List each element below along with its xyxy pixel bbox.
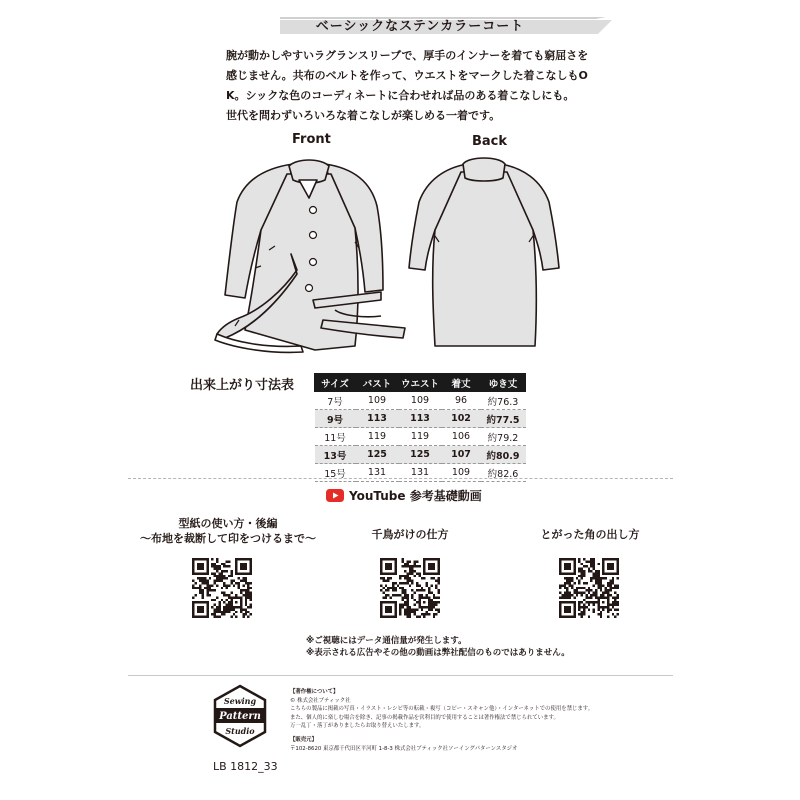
table-cell: 106 bbox=[442, 428, 481, 446]
footer-divider bbox=[128, 675, 673, 676]
publisher-address: 〒102-8620 東京都千代田区平河町 1-8-3 株式会社ブティック社ソーイングパターンスタジオ bbox=[290, 745, 518, 752]
video-title-line: 千鳥がけの仕方 bbox=[371, 528, 449, 541]
table-cell: 約82.6 bbox=[481, 464, 526, 482]
front-label: Front bbox=[292, 132, 331, 147]
video-title-line: 〜布地を裁断して印をつけるまで〜 bbox=[140, 532, 316, 545]
product-code: LB 1812_33 bbox=[213, 760, 278, 773]
video-title bbox=[128, 516, 328, 546]
note-line: ※ご視聴にはデータ通信量が発生します。 bbox=[306, 636, 467, 646]
size-table-title: 出来上がり寸法表 bbox=[190, 378, 295, 393]
qr-code[interactable] bbox=[559, 558, 619, 618]
table-cell: 11号 bbox=[315, 428, 356, 446]
note-line: ※表示される広告やその他の動画は弊社配信のものではありません。 bbox=[306, 648, 570, 658]
table-cell: 109 bbox=[442, 464, 481, 482]
legal-line: こちらの製品に掲載の写真・イラスト・レシピ等の転載・複写（コピー・スキャン他）・インターネットでの使用を禁じます。 bbox=[290, 706, 594, 713]
description-line: 腕が動かしやすいラグランスリーブで、厚手のインナーを着ても窮屈さを bbox=[226, 49, 589, 62]
table-cell: 131 bbox=[399, 464, 442, 482]
video-title-line: 型紙の使い方・後編 bbox=[178, 517, 278, 530]
table-cell: 102 bbox=[442, 410, 481, 428]
table-cell: 113 bbox=[399, 410, 442, 428]
table-cell: 107 bbox=[442, 446, 481, 464]
table-cell: 15号 bbox=[315, 464, 356, 482]
table-row bbox=[315, 392, 526, 410]
copyright-owner: © 株式会社ブティック社 bbox=[290, 697, 351, 704]
column-header: ウエスト bbox=[399, 374, 442, 392]
back-label: Back bbox=[472, 134, 508, 149]
table-cell: 109 bbox=[399, 392, 442, 410]
table-cell: 131 bbox=[356, 464, 399, 482]
table-cell: 約80.9 bbox=[481, 446, 526, 464]
size-table bbox=[314, 373, 526, 482]
table-cell: 約79.2 bbox=[481, 428, 526, 446]
coat-back-illustration bbox=[405, 150, 565, 360]
table-cell: 約76.3 bbox=[481, 392, 526, 410]
table-cell: 125 bbox=[356, 446, 399, 464]
logo-text: Sewing bbox=[223, 696, 257, 706]
table-cell: 119 bbox=[399, 428, 442, 446]
youtube-heading bbox=[326, 486, 482, 504]
title-banner bbox=[280, 14, 612, 38]
description-line: 感じません。共布のベルトを作って、ウエストをマークした着こなしもO bbox=[226, 69, 588, 82]
viewing-notes bbox=[306, 635, 570, 659]
column-header: 着丈 bbox=[442, 374, 481, 392]
column-header: サイズ bbox=[315, 374, 356, 392]
logo-text: Studio bbox=[225, 726, 255, 736]
logo-text: Pattern bbox=[219, 711, 261, 722]
coat-front-illustration bbox=[205, 150, 415, 360]
table-cell: 113 bbox=[356, 410, 399, 428]
description bbox=[226, 46, 626, 126]
video-title bbox=[320, 527, 500, 542]
page-title: ベーシックなステンカラーコート bbox=[315, 19, 525, 34]
size-table-header bbox=[315, 374, 526, 392]
column-header: ゆき丈 bbox=[481, 374, 526, 392]
video-title-line: とがった角の出し方 bbox=[540, 528, 640, 541]
legal-notice bbox=[290, 688, 650, 753]
description-line: 世代を問わずいろいろな着こなしが楽しめる一着です。 bbox=[226, 109, 501, 122]
table-row bbox=[315, 410, 526, 428]
table-row bbox=[315, 446, 526, 464]
table-cell: 13号 bbox=[315, 446, 356, 464]
table-cell: 96 bbox=[442, 392, 481, 410]
table-cell: 9号 bbox=[315, 410, 356, 428]
column-header: バスト bbox=[356, 374, 399, 392]
table-cell: 109 bbox=[356, 392, 399, 410]
copyright-heading: 【著作権について】 bbox=[290, 689, 339, 695]
publisher-heading: 【販売元】 bbox=[290, 736, 317, 743]
section-divider bbox=[128, 478, 673, 479]
table-cell: 約77.5 bbox=[481, 410, 526, 428]
table-row bbox=[315, 428, 526, 446]
legal-line: 万一乱丁・落丁がありましたらお取り替えいたします。 bbox=[290, 723, 425, 730]
youtube-icon bbox=[326, 489, 344, 502]
youtube-heading-label: YouTube 参考基礎動画 bbox=[349, 488, 482, 503]
description-line: K。シックな色のコーディネートに合わせれば品のある着こなしにも。 bbox=[226, 89, 575, 102]
sewing-pattern-studio-logo bbox=[212, 684, 268, 748]
table-cell: 125 bbox=[399, 446, 442, 464]
qr-code[interactable] bbox=[192, 558, 252, 618]
legal-line: また、個人的に楽しむ場合を除き、記事の掲載作品を営利目的で使用することは著作権法で禁じられています。 bbox=[290, 714, 559, 721]
video-title bbox=[500, 527, 680, 542]
qr-code[interactable] bbox=[380, 558, 440, 618]
table-cell: 7号 bbox=[315, 392, 356, 410]
table-cell: 119 bbox=[356, 428, 399, 446]
